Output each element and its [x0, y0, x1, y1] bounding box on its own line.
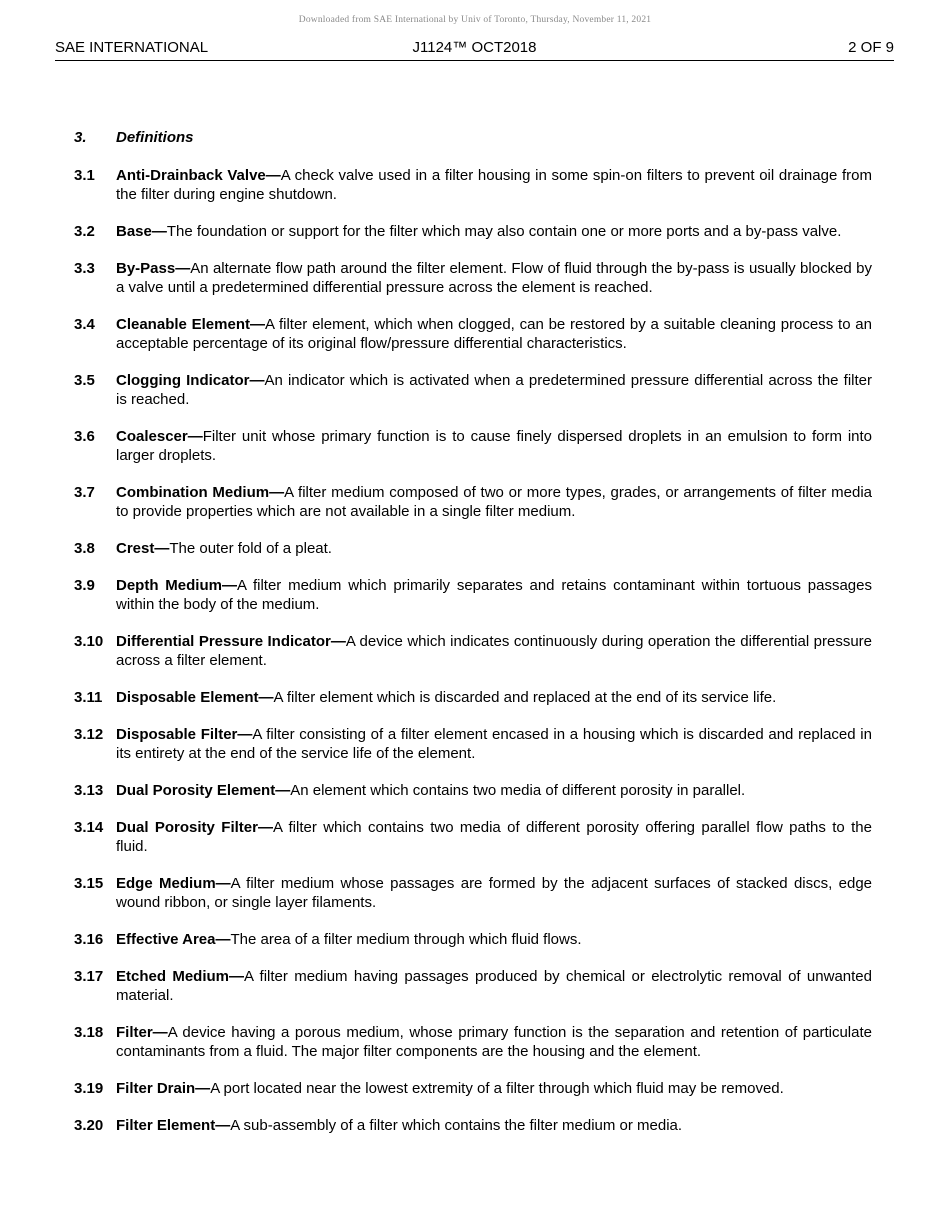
- definition-number: 3.2: [74, 223, 95, 240]
- definition-number: 3.7: [74, 484, 95, 501]
- definition-item: [74, 166, 872, 204]
- definition-term: Disposable Filter—: [116, 726, 253, 743]
- definition-text: A filter element, which when clogged, can be restored by a suitable cleaning process to an acceptable percentage of its original flow/pressure differential characteristics.: [116, 316, 872, 352]
- header-document-id: J1124™ OCT2018: [412, 39, 537, 56]
- definition-text: A filter which contains two media of different porosity offering parallel flow paths to the fluid.: [116, 819, 872, 855]
- definition-body: [116, 483, 872, 521]
- definition-term: Anti-Drainback Valve—: [116, 167, 281, 184]
- definition-number: 3.10: [74, 633, 104, 650]
- definition-number: 3.11: [74, 689, 103, 706]
- definition-text: A filter medium whose passages are formed by the adjacent surfaces of stacked discs, edge wound ribbon, or single layer filaments.: [116, 875, 872, 911]
- definition-item: [74, 371, 872, 409]
- definition-term: Etched Medium—: [116, 968, 245, 985]
- definition-term: Filter Drain—: [116, 1080, 211, 1097]
- definition-item: [74, 1116, 872, 1135]
- definition-number: 3.18: [74, 1024, 104, 1041]
- definition-item: [74, 483, 872, 521]
- definition-number: 3.13: [74, 782, 104, 799]
- section-heading: [74, 129, 194, 146]
- definition-body: [116, 576, 872, 614]
- definition-item: [74, 874, 872, 912]
- definition-number: 3.9: [74, 577, 95, 594]
- page-header: [55, 38, 894, 61]
- definition-text: A filter medium composed of two or more types, grades, or arrangements of filter media to provide properties which are not available in a single filter medium.: [116, 484, 873, 520]
- definition-number: 3.6: [74, 428, 95, 445]
- definition-number: 3.17: [74, 968, 104, 985]
- definition-item: [74, 1023, 872, 1061]
- definition-body: [116, 818, 872, 856]
- definition-text: A check valve used in a filter housing in some spin-on filters to prevent oil drainage from the filter during engine shutdown.: [116, 167, 872, 203]
- definition-number: 3.12: [74, 726, 104, 743]
- definition-term: Filter Element—: [116, 1117, 231, 1134]
- definition-body: [116, 222, 872, 241]
- definition-text: An element which contains two media of different porosity in parallel.: [290, 782, 746, 799]
- definition-text: Filter unit whose primary function is to cause finely dispersed droplets in an emulsion to form into larger droplets.: [116, 428, 872, 464]
- definition-text: A device which indicates continuously during operation the differential pressure across a filter element.: [116, 633, 873, 669]
- definition-body: [116, 371, 872, 409]
- definition-number: 3.8: [74, 540, 95, 557]
- definition-term: Coalescer—: [116, 428, 203, 445]
- definition-number: 3.19: [74, 1080, 104, 1097]
- download-watermark: Downloaded from SAE International by Univ of Toronto, Thursday, November 11, 2021: [298, 15, 652, 25]
- definition-item: [74, 781, 872, 800]
- definition-term: Edge Medium—: [116, 875, 231, 892]
- definition-text: The area of a filter medium through which fluid flows.: [230, 931, 582, 948]
- definition-body: [116, 539, 872, 558]
- definition-term: Clogging Indicator—: [116, 372, 265, 389]
- definition-body: [116, 259, 872, 297]
- definition-body: [116, 1116, 872, 1135]
- definition-number: 3.20: [74, 1117, 104, 1134]
- definition-text: The foundation or support for the filter which may also contain one or more ports and a by-pass valve.: [166, 223, 842, 240]
- definition-term: Differential Pressure Indicator—: [116, 633, 346, 650]
- definition-term: Effective Area—: [116, 931, 231, 948]
- definition-body: [116, 427, 872, 465]
- definition-term: Dual Porosity Element—: [116, 782, 291, 799]
- definition-item: [74, 576, 872, 614]
- definition-term: Depth Medium—: [116, 577, 237, 594]
- definition-body: [116, 1023, 872, 1061]
- definition-number: 3.16: [74, 931, 104, 948]
- definition-text: A filter element which is discarded and replaced at the end of its service life.: [273, 689, 777, 706]
- definition-body: [116, 781, 872, 800]
- definition-number: 3.15: [74, 875, 104, 892]
- definition-text: A filter medium which primarily separates and retains contaminant within tortuous passages within the body of the medium.: [116, 577, 872, 613]
- header-page-number: 2 OF 9: [848, 39, 894, 56]
- definition-number: 3.14: [74, 819, 104, 836]
- header-org: SAE INTERNATIONAL: [55, 39, 209, 56]
- definition-text: A filter consisting of a filter element encased in a housing which is discarded and replaced in its entirety at the end of the service life of the element.: [116, 726, 872, 762]
- definition-item: [74, 818, 872, 856]
- definition-number: 3.1: [74, 167, 95, 184]
- definition-body: [116, 930, 872, 949]
- definition-item: [74, 315, 872, 353]
- definition-text: A port located near the lowest extremity of a filter through which fluid may be removed.: [210, 1080, 784, 1097]
- definition-text: The outer fold of a pleat.: [169, 540, 332, 557]
- definition-text: A filter medium having passages produced by chemical or electrolytic removal of unwanted material.: [116, 968, 872, 1004]
- definition-body: [116, 688, 872, 707]
- definition-text: A sub-assembly of a filter which contains the filter medium or media.: [230, 1117, 683, 1134]
- definition-term: Crest—: [116, 540, 170, 557]
- definition-term: Dual Porosity Filter—: [116, 819, 273, 836]
- definition-item: [74, 427, 872, 465]
- definition-text: An alternate flow path around the filter element. Flow of fluid through the by-pass is usually blocked by a valve until a predetermined differential pressure across the element is reached.: [116, 260, 872, 296]
- definition-text: A device having a porous medium, whose primary function is the separation and retention of particulate contaminants from a fluid. The major filter components are the housing and the element.: [116, 1024, 872, 1060]
- definition-item: [74, 688, 872, 707]
- definition-term: By-Pass—: [116, 260, 191, 277]
- definition-body: [116, 315, 872, 353]
- definition-body: [116, 166, 872, 204]
- definition-term: Filter—: [116, 1024, 168, 1041]
- section-number: 3.: [74, 129, 87, 146]
- definition-body: [116, 1079, 872, 1098]
- definition-term: Combination Medium—: [116, 484, 285, 501]
- definition-item: [74, 259, 872, 297]
- definition-number: 3.3: [74, 260, 95, 277]
- definitions-list: [74, 166, 872, 1153]
- section-title: Definitions: [116, 129, 194, 146]
- definition-term: Disposable Element—: [116, 689, 274, 706]
- definition-item: [74, 725, 872, 763]
- definition-text: An indicator which is activated when a predetermined pressure differential across the filter is reached.: [116, 372, 872, 408]
- definition-number: 3.4: [74, 316, 95, 333]
- definition-term: Base—: [116, 223, 167, 240]
- definition-item: [74, 967, 872, 1005]
- definition-item: [74, 632, 872, 670]
- definition-body: [116, 632, 872, 670]
- definition-item: [74, 539, 872, 558]
- definition-item: [74, 930, 872, 949]
- definition-number: 3.5: [74, 372, 95, 389]
- definition-body: [116, 874, 872, 912]
- definition-item: [74, 222, 872, 241]
- definition-term: Cleanable Element—: [116, 316, 265, 333]
- definition-body: [116, 967, 872, 1005]
- definition-item: [74, 1079, 872, 1098]
- definition-body: [116, 725, 872, 763]
